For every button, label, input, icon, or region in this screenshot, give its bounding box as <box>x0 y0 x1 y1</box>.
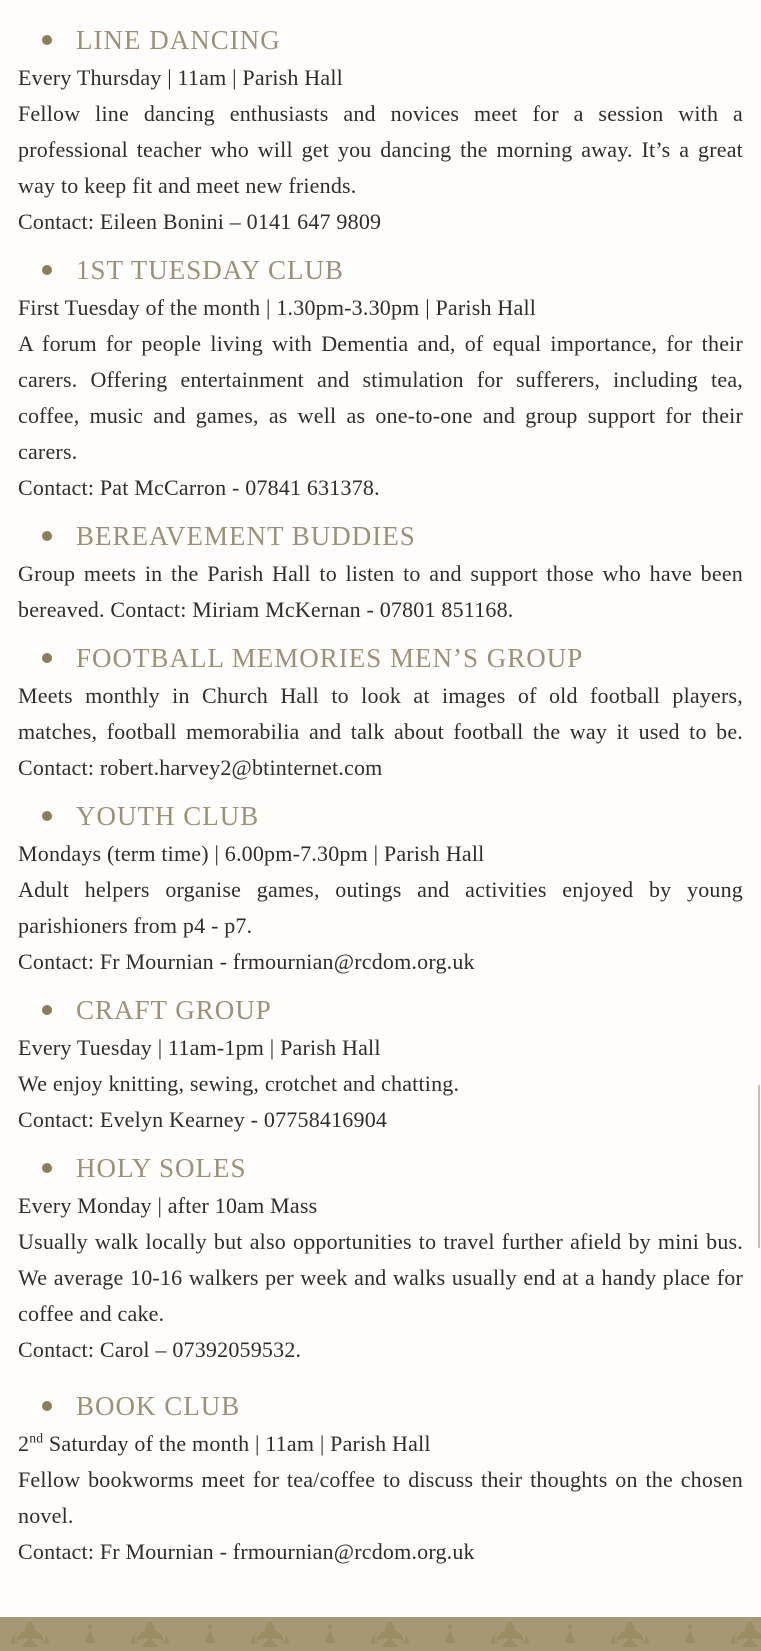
bullet-icon <box>42 531 52 541</box>
section-meta: Every Thursday | 11am | Parish Hall <box>18 65 343 90</box>
section-title: YOUTH CLUB <box>76 801 260 831</box>
section-heading <box>18 1388 743 1424</box>
section-heading <box>18 252 743 288</box>
section-heading <box>18 518 743 554</box>
section-title: FOOTBALL MEMORIES MEN’S GROUP <box>76 643 584 673</box>
section-meta: Every Monday | after 10am Mass <box>18 1193 318 1218</box>
section-contact: Contact: Pat McCarron - 07841 631378. <box>18 475 380 500</box>
bullet-icon <box>42 1401 52 1411</box>
footer-ornament-band <box>0 1617 761 1651</box>
activity-section <box>18 252 743 506</box>
bullet-icon <box>42 35 52 45</box>
bullet-icon <box>42 811 52 821</box>
section-contact: Contact: Fr Mournian - frmournian@rcdom.org.uk <box>18 949 475 974</box>
meta-part: Saturday of the month | 11am | Parish Hall <box>43 1431 431 1456</box>
activity-section <box>18 1150 743 1368</box>
section-heading <box>18 992 743 1028</box>
bullet-icon <box>42 1163 52 1173</box>
activity-section <box>18 1388 743 1570</box>
section-body: We enjoy knitting, sewing, crotchet and chatting. <box>18 1071 460 1096</box>
section-heading <box>18 22 743 58</box>
section-meta <box>18 1426 743 1462</box>
section-contact: Contact: Eileen Bonini – 0141 647 9809 <box>18 209 382 234</box>
section-meta: First Tuesday of the month | 1.30pm-3.30pm | Parish Hall <box>18 295 537 320</box>
bullet-icon <box>42 1005 52 1015</box>
activity-section <box>18 22 743 240</box>
section-body: Usually walk locally but also opportunities to travel further afield by mini bus. We average 10-16 walkers per week and walks usually end at a handy place for coffee and cake. <box>18 1229 743 1326</box>
section-title: BEREAVEMENT BUDDIES <box>76 521 416 551</box>
section-contact: Contact: Carol – 07392059532. <box>18 1337 302 1362</box>
bullet-icon <box>42 653 52 663</box>
meta-part: 2 <box>18 1431 30 1456</box>
activity-section <box>18 992 743 1138</box>
section-contact: Contact: Evelyn Kearney - 07758416904 <box>18 1107 388 1132</box>
section-title: HOLY SOLES <box>76 1153 247 1183</box>
section-title: CRAFT GROUP <box>76 995 272 1025</box>
meta-part: nd <box>29 1430 44 1446</box>
section-title: LINE DANCING <box>76 25 281 55</box>
section-title: BOOK CLUB <box>76 1391 241 1421</box>
scan-edge-artifact <box>758 1085 760 1248</box>
section-body: Fellow bookworms meet for tea/coffee to discuss their thoughts on the chosen novel. <box>18 1467 743 1528</box>
section-heading <box>18 640 743 676</box>
section-meta: Every Tuesday | 11am-1pm | Parish Hall <box>18 1035 381 1060</box>
activity-section <box>18 640 743 786</box>
bullet-icon <box>42 265 52 275</box>
section-title: 1ST TUESDAY CLUB <box>76 255 345 285</box>
section-heading <box>18 798 743 834</box>
section-body: Meets monthly in Church Hall to look at images of old football players, matches, football memorabilia and talk about football the way it used to be. Contact: robert.harvey2@btinternet.com <box>18 683 743 780</box>
damask-pattern-icon <box>0 1617 761 1651</box>
activity-section <box>18 798 743 980</box>
section-heading <box>18 1150 743 1186</box>
activity-section <box>18 518 743 628</box>
section-body: A forum for people living with Dementia and, of equal importance, for their carers. Offering entertainment and stimulation for sufferers, including tea, coffee, music and games, as well as one-to-one and group support for their carers. <box>18 331 743 464</box>
section-meta: Mondays (term time) | 6.00pm-7.30pm | Parish Hall <box>18 841 485 866</box>
section-body: Fellow line dancing enthusiasts and novices meet for a session with a professional teacher who will get you dancing the morning away. It’s a great way to keep fit and meet new friends. <box>18 101 743 198</box>
section-contact: Contact: Fr Mournian - frmournian@rcdom.org.uk <box>18 1539 475 1564</box>
section-body: Group meets in the Parish Hall to listen to and support those who have been bereaved. Contact: Miriam McKernan - 07801 851168. <box>18 561 743 622</box>
section-body: Adult helpers organise games, outings and activities enjoyed by young parishioners from p4 - p7. <box>18 877 743 938</box>
